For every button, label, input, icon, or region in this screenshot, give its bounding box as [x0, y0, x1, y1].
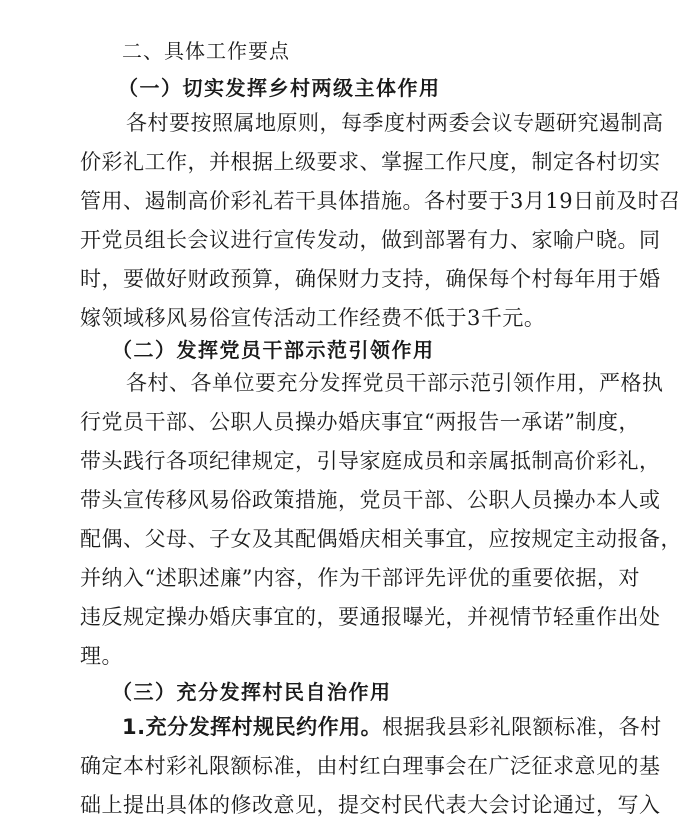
paragraph-line: 带头宣传移风易俗政策措施，党员干部、公职人员操办本人或 — [80, 488, 661, 512]
section-heading: 二、具体工作要点 — [122, 39, 290, 63]
paragraph-line: 管用、遏制高价彩礼若干具体措施。各村要于3月19日前及时召 — [80, 189, 681, 213]
paragraph-line: 配偶、父母、子女及其配偶婚庆相关事宜，应按规定主动报备， — [80, 527, 682, 551]
subsection-title-2: （二）发挥党员干部示范引领作用 — [112, 338, 435, 362]
paragraph-line: 础上提出具体的修改意见，提交村民代表大会讨论通过，写入 — [80, 793, 661, 817]
paragraph-line: 理。 — [80, 644, 123, 668]
paragraph-line: 价彩礼工作，并根据上级要求、掌握工作尺度，制定各村切实 — [80, 150, 661, 174]
subsection-title-3: （三）充分发挥村民自治作用 — [112, 680, 392, 704]
paragraph-line: 带头践行各项纪律规定，引导家庭成员和亲属抵制高价彩礼， — [80, 449, 661, 473]
item-line — [122, 714, 662, 740]
subsection-title-1: （一）切实发挥乡村两级主体作用 — [118, 76, 441, 100]
item-lead: 1.充分发挥村规民约作用。 — [122, 715, 383, 739]
paragraph-line: 确定本村彩礼限额标准，由村红白理事会在广泛征求意见的基 — [80, 754, 661, 778]
paragraph-line: 开党员组长会议进行宣传发动，做到部署有力、家喻户晓。同 — [80, 228, 661, 252]
paragraph-line: 违反规定操办婚庆事宜的，要通报曝光，并视情节轻重作出处 — [80, 605, 661, 629]
paragraph-line: 嫁领域移风易俗宣传活动工作经费不低于3千元。 — [80, 306, 546, 330]
paragraph-line: 并纳入“述职述廉”内容，作为干部评先评优的重要依据，对 — [80, 566, 640, 590]
item-rest: 根据我县彩礼限额标准，各村 — [382, 715, 662, 739]
paragraph-line: 时，要做好财政预算，确保财力支持，确保每个村每年用于婚 — [80, 267, 661, 291]
paragraph-line: 各村要按照属地原则，每季度村两委会议专题研究遏制高 — [126, 111, 664, 135]
paragraph-line: 各村、各单位要充分发挥党员干部示范引领作用，严格执 — [126, 371, 664, 395]
paragraph-line: 行党员干部、公职人员操办婚庆事宜“两报告一承诺”制度， — [80, 410, 640, 434]
